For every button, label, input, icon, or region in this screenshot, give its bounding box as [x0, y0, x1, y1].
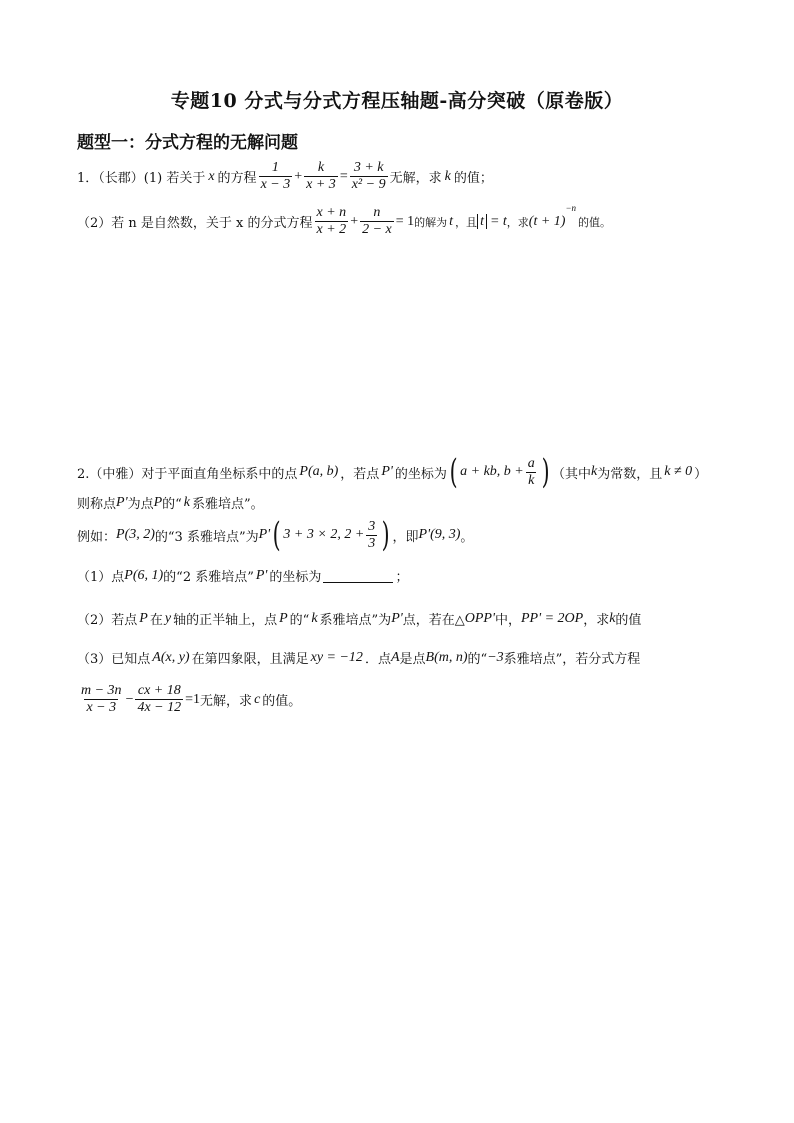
q2-math: PP' = 2OP [520, 610, 584, 626]
q1-part1 [77, 160, 493, 193]
q2-math: P' [116, 494, 128, 510]
plus-sign: + [350, 213, 359, 229]
q1-var: x [208, 168, 215, 184]
q1-math: = t [489, 213, 507, 229]
q1-text: ，且 [455, 215, 478, 229]
fraction: $\frac{1}{x - 3}$ [260, 160, 291, 192]
right-paren: ) [381, 515, 390, 555]
q1-text: 的值。 [578, 215, 612, 229]
q2-math: P' [255, 567, 268, 583]
q2-math: 3 + 3 × 2, 2 + [283, 527, 365, 542]
q2-math: P' [381, 464, 393, 479]
fraction: $\frac{cx + 18}{4x - 12}$ [137, 683, 182, 715]
q2-math: xy = −12 [310, 649, 363, 665]
q2-text: 。 [460, 529, 474, 545]
q2-text: 的值 [615, 613, 642, 628]
q1-text: 1．（长郡）(1) 若关于 [77, 171, 206, 186]
q1-math: (t + 1) [528, 213, 566, 229]
fraction: $\frac{3}{3}$ [368, 518, 376, 551]
q2-text: 2.（中雅）对于平面直角坐标系中的点 [77, 466, 298, 482]
q2-text: 系雅培点”。 [192, 497, 264, 512]
q2-text: 为点 [127, 497, 154, 512]
q2-math: −3 [487, 649, 504, 665]
q2-math: A(x, y) [152, 649, 190, 665]
answer-blank[interactable] [323, 568, 393, 583]
q2-text: （1）点 [77, 570, 125, 585]
q2-text: 的“ [289, 613, 310, 628]
q2-text: 的“2 系雅培点” [163, 570, 254, 585]
q2-math: k [183, 494, 191, 510]
q2-math: P(6, 1) [124, 567, 164, 583]
q2-text: ．点 [364, 652, 391, 667]
q2-text: 的值。 [262, 694, 302, 709]
q2-line2 [77, 493, 264, 512]
fraction: $\frac{m - 3n}{x - 3}$ [81, 683, 122, 715]
minus-sign: − [125, 691, 134, 707]
q1-text: 的方程 [217, 171, 257, 186]
q2-text: ，求 [583, 613, 610, 628]
equals-sign: =1 [185, 691, 201, 707]
q2-text: 轴的正半轴上，点 [173, 613, 278, 628]
q2-math: P [153, 494, 163, 510]
q2-math: OPP' [464, 610, 495, 626]
q2-sub3-equation [77, 683, 301, 716]
q2-math: c [254, 691, 261, 707]
q2-text: 为常数，且 [597, 466, 663, 482]
q2-sub1 [77, 566, 408, 585]
right-paren: ) [541, 452, 550, 492]
q1-text: 的解为 [414, 215, 448, 229]
q2-line1 [77, 452, 708, 492]
q2-text: ，若点 [340, 466, 380, 482]
q2-text: ） [694, 466, 708, 482]
q1-var: k [444, 168, 451, 184]
equals-sign: = [339, 168, 348, 184]
q2-text: 系雅培点”为 [319, 613, 392, 628]
q2-text: 的坐标为 [394, 466, 447, 482]
left-paren: ( [272, 515, 281, 555]
q2-math: y [164, 610, 172, 626]
q2-text: 在第四象限，且满足 [191, 652, 309, 667]
q2-text: 无解，求 [200, 694, 253, 709]
q2-math: P' [258, 527, 271, 542]
q2-text: ，即 [392, 529, 419, 545]
q2-text: （2）若点 [77, 613, 138, 628]
fraction: $\frac{n}{2 - x}$ [362, 205, 392, 237]
q2-text: 的“ [162, 497, 182, 512]
q1-text: （2）若 n 是自然数，关于 x 的分式方程 [77, 216, 313, 231]
q2-text: 的“3 系雅培点”为 [154, 529, 259, 545]
q2-text: 点，若在△ [402, 613, 465, 628]
q2-text: 是点 [399, 652, 426, 667]
q1-var: t [449, 213, 454, 229]
q2-text: ； [395, 570, 409, 585]
q2-text: 的“ [467, 652, 488, 667]
section-heading: 题型一：分式方程的无解问题 [77, 133, 298, 153]
exponent: −n [565, 203, 577, 213]
page-title: 专题10 分式与分式方程压轴题-高分突破（原卷版） [170, 90, 624, 112]
fraction: $\frac{a}{k}$ [527, 455, 535, 488]
q2-math: k [609, 610, 616, 626]
q1-part2 [77, 205, 611, 238]
q2-sub3 [77, 648, 640, 667]
q2-math: P(a, b) [299, 464, 339, 479]
fraction: $\frac{x + n}{x + 2}$ [316, 205, 347, 237]
q2-text: 中， [494, 613, 521, 628]
q2-math: k ≠ 0 [664, 464, 693, 479]
q1-text: 的值； [453, 171, 493, 186]
q2-text: 在 [149, 613, 163, 628]
q2-math: P [279, 610, 288, 626]
q2-math: a + kb, b + [460, 464, 524, 479]
q2-text: 例如： [77, 529, 117, 545]
q2-math: P'(9, 3) [418, 527, 461, 542]
plus-sign: + [294, 168, 303, 184]
q1-text: 无解，求 [389, 171, 442, 186]
q2-math: k [591, 464, 598, 479]
q1-text: ，求 [506, 215, 529, 229]
q2-sub2 [77, 609, 641, 628]
q2-text: 的坐标为 [269, 570, 322, 585]
abs-value: t [477, 214, 487, 229]
q2-line3 [77, 515, 474, 555]
fraction: $\frac{k}{x + 3}$ [306, 160, 336, 192]
q2-text: （3）已知点 [77, 652, 151, 667]
q2-math: B(m, n) [425, 649, 468, 665]
equals-sign: = 1 [395, 213, 415, 229]
q2-math: k [311, 610, 318, 626]
fraction: $\frac{3 + k}{\text{x² − 9}}$ [351, 160, 386, 192]
left-paren: ( [449, 452, 458, 492]
q2-text: （其中 [552, 466, 592, 482]
q2-text: 系雅培点”，若分式方程 [503, 652, 641, 667]
q2-math: P(3, 2) [116, 527, 155, 542]
q2-math: P' [391, 610, 403, 626]
q2-math: A [390, 649, 400, 665]
q2-text: 则称点 [77, 497, 117, 512]
q2-math: P [139, 610, 148, 626]
